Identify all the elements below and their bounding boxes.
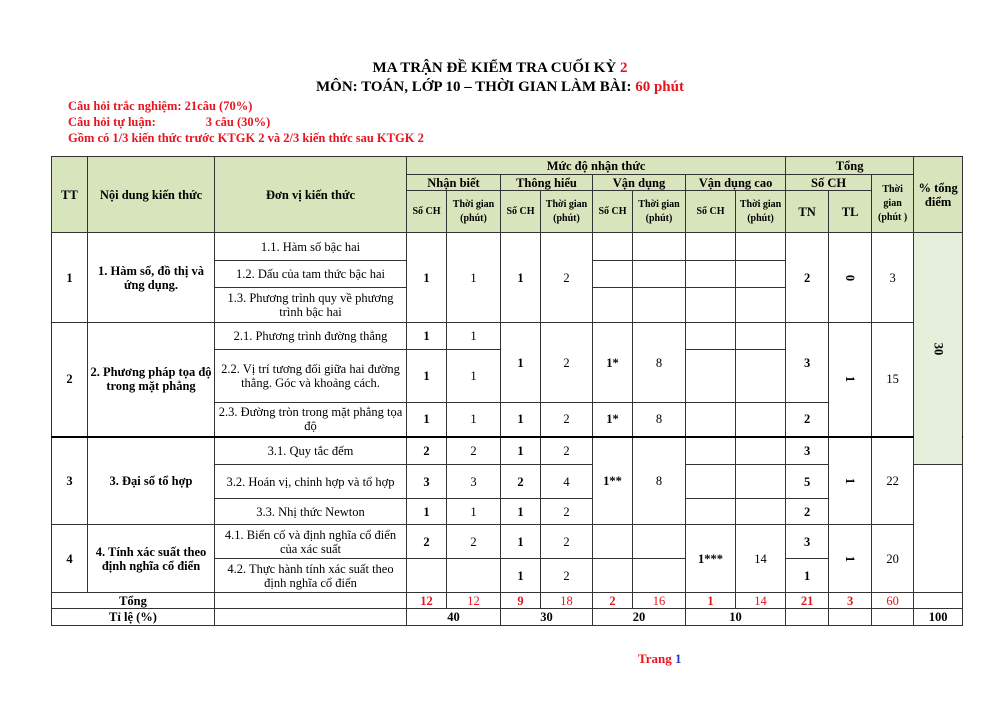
- header-th-soch: Số CH: [501, 191, 541, 233]
- ratio-row: [52, 609, 963, 626]
- header-vdc-soch: Số CH: [686, 191, 736, 233]
- ratio-label: Tỉ lệ (%): [52, 609, 215, 626]
- unit-cell: 4.1. Biến cố và định nghĩa cổ điển của xác suất: [215, 525, 407, 559]
- cell-th-ch: 1: [501, 525, 541, 559]
- cell-nb-time: 1: [447, 403, 501, 437]
- total-th-ch: 9: [501, 593, 541, 609]
- total-vdc-time: 14: [736, 593, 786, 609]
- totals-row: [52, 593, 963, 609]
- header-nb-soch: Số CH: [407, 191, 447, 233]
- cell-vd-time: 8: [633, 437, 686, 525]
- header-tt: TT: [52, 157, 88, 233]
- cell-tn: 3: [786, 437, 829, 465]
- cell-nb-ch: 1: [407, 403, 447, 437]
- cell-time: 15: [872, 323, 914, 437]
- cell-vdc-ch: 1***: [686, 525, 736, 593]
- header-content: Nội dung kiến thức: [88, 157, 215, 233]
- unit-cell: 2.3. Đường tròn trong mặt phẳng tọa độ: [215, 403, 407, 437]
- cell-time: 3: [872, 233, 914, 323]
- header-vd-soch: Số CH: [593, 191, 633, 233]
- unit-cell: 3.2. Hoán vị, chỉnh hợp và tổ hợp: [215, 465, 407, 499]
- cell-vd-time: 8: [633, 323, 686, 403]
- cell-vdc-time: 14: [736, 525, 786, 593]
- cell-tn: 2: [786, 403, 829, 437]
- cell-th-time: 2: [541, 437, 593, 465]
- table-row: [52, 323, 963, 350]
- cell-nb-ch: 1: [407, 499, 447, 525]
- cell-nb-ch: 1: [407, 323, 447, 350]
- assessment-matrix-table: [51, 156, 963, 626]
- cell-th-ch: 1: [501, 403, 541, 437]
- totals-label: Tổng: [52, 593, 215, 609]
- unit-cell: 1.1. Hàm số bậc hai: [215, 233, 407, 261]
- cell-th-time: 4: [541, 465, 593, 499]
- header-vd-time: Thời gian (phút): [633, 191, 686, 233]
- cell-vd-ch: 1**: [593, 437, 633, 525]
- cell-th-ch: 1: [501, 233, 541, 323]
- header-nb-time: Thời gian (phút): [447, 191, 501, 233]
- unit-cell: 2.1. Phương trình đường thẳng: [215, 323, 407, 350]
- total-nb-ch: 12: [407, 593, 447, 609]
- cell-nb-time: 1: [447, 499, 501, 525]
- cell-tn: 1: [786, 559, 829, 593]
- cell-nb-time: 1: [447, 323, 501, 350]
- cell-nb-ch: 1: [407, 233, 447, 323]
- header-total: Tổng: [786, 157, 914, 175]
- row-tt: 4: [52, 525, 88, 593]
- cell-nb-ch: 2: [407, 525, 447, 559]
- cell-nb-time: 2: [447, 437, 501, 465]
- total-time: 60: [872, 593, 914, 609]
- unit-cell: 4.2. Thực hành tính xác suất theo định nghĩa cổ điển: [215, 559, 407, 593]
- cell-nb-ch: 1: [407, 350, 447, 403]
- header-van-dung-cao: Vận dụng cao: [686, 175, 786, 191]
- cell-vd-time: 8: [633, 403, 686, 437]
- header-van-dung: Vận dụng: [593, 175, 686, 191]
- cell-vd-ch: 1*: [593, 403, 633, 437]
- cell-th-time: 2: [541, 559, 593, 593]
- row-content: 1. Hàm số, đồ thị và ứng dụng.: [88, 233, 215, 323]
- cell-th-ch: 1: [501, 559, 541, 593]
- page-number: Trang 1: [638, 651, 682, 666]
- cell-tl: 1: [829, 437, 872, 525]
- cell-th-time: 2: [541, 525, 593, 559]
- row-tt: 2: [52, 323, 88, 437]
- row-content: 3. Đại số tổ hợp: [88, 437, 215, 525]
- header-total-time: Thời gian (phút ): [872, 175, 914, 233]
- total-nb-time: 12: [447, 593, 501, 609]
- cell-tl: 1: [829, 525, 872, 593]
- total-vd-ch: 2: [593, 593, 633, 609]
- header-so-ch: Số CH: [786, 175, 872, 191]
- cell-tn: 3: [786, 323, 829, 403]
- cell-tn: 3: [786, 525, 829, 559]
- exam-duration: 60 phút: [635, 79, 684, 95]
- cell-tn: 2: [786, 233, 829, 323]
- header-thong-hieu: Thông hiểu: [501, 175, 593, 191]
- header-percent: % tổng điểm: [914, 157, 963, 233]
- row-tt: 3: [52, 437, 88, 525]
- cell-nb-time: 3: [447, 465, 501, 499]
- header-unit: Đơn vị kiến thức: [215, 157, 407, 233]
- table-row: [52, 437, 963, 465]
- cell-nb-ch: 3: [407, 465, 447, 499]
- cell-nb-time: 2: [447, 525, 501, 559]
- cell-time: 20: [872, 525, 914, 593]
- cell-th-time: 2: [541, 323, 593, 403]
- unit-cell: 1.3. Phương trình quy về phương trình bậc hai: [215, 288, 407, 323]
- header-tn: TN: [786, 191, 829, 233]
- cell-nb-time: 1: [447, 233, 501, 323]
- info-scope: Gồm có 1/3 kiến thức trước KTGK 2 và 2/3 kiến thức sau KTGK 2: [68, 131, 424, 145]
- document-subtitle: MÔN: TOÁN, LỚP 10 – THỜI GIAN LÀM BÀI: 60 phút: [316, 79, 684, 95]
- total-tn: 21: [786, 593, 829, 609]
- document-title: MA TRẬN ĐỀ KIỂM TRA CUỐI KỲ 2: [372, 60, 628, 76]
- row-tt: 1: [52, 233, 88, 323]
- cell-nb-time: 1: [447, 350, 501, 403]
- exam-number: 2: [619, 60, 628, 76]
- ratio-vd: 20: [593, 609, 686, 626]
- cell-th-ch: 1: [501, 437, 541, 465]
- ratio-total: 100: [914, 609, 963, 626]
- unit-cell: 2.2. Vị trí tương đối giữa hai đường thẳng. Góc và khoảng cách.: [215, 350, 407, 403]
- table-row: [52, 233, 963, 261]
- cell-th-ch: 2: [501, 465, 541, 499]
- unit-cell: 3.3. Nhị thức Newton: [215, 499, 407, 525]
- row-content: 4. Tính xác suất theo định nghĩa cổ điển: [88, 525, 215, 593]
- header-vdc-time: Thời gian (phút): [736, 191, 786, 233]
- cell-th-ch: 1: [501, 499, 541, 525]
- cell-th-time: 2: [541, 403, 593, 437]
- header-th-time: Thời gian (phút): [541, 191, 593, 233]
- percent-block-30: 30: [914, 233, 963, 465]
- cell-th-ch: 1: [501, 323, 541, 403]
- cell-vd-ch: 1*: [593, 323, 633, 403]
- unit-cell: 3.1. Quy tắc đếm: [215, 437, 407, 465]
- header-tl: TL: [829, 191, 872, 233]
- table-row: [52, 525, 963, 559]
- row-content: 2. Phương pháp tọa độ trong mặt phẳng: [88, 323, 215, 437]
- cell-tn: 2: [786, 499, 829, 525]
- total-vd-time: 16: [633, 593, 686, 609]
- ratio-th: 30: [501, 609, 593, 626]
- cell-tn: 5: [786, 465, 829, 499]
- total-th-time: 18: [541, 593, 593, 609]
- header-level: Mức độ nhận thức: [407, 157, 786, 175]
- cell-tl: 0: [829, 233, 872, 323]
- cell-time: 22: [872, 437, 914, 525]
- cell-th-time: 2: [541, 233, 593, 323]
- cell-nb-ch: 2: [407, 437, 447, 465]
- info-multiple-choice: Câu hỏi trắc nghiệm: 21câu (70%): [68, 99, 253, 113]
- total-tl: 3: [829, 593, 872, 609]
- cell-th-time: 2: [541, 499, 593, 525]
- info-essay: Câu hỏi tự luận: 3 câu (30%): [68, 115, 271, 129]
- total-vdc-ch: 1: [686, 593, 736, 609]
- ratio-nb: 40: [407, 609, 501, 626]
- ratio-vdc: 10: [686, 609, 786, 626]
- header-nhan-biet: Nhận biết: [407, 175, 501, 191]
- unit-cell: 1.2. Dấu của tam thức bậc hai: [215, 261, 407, 288]
- cell-tl: 1: [829, 323, 872, 437]
